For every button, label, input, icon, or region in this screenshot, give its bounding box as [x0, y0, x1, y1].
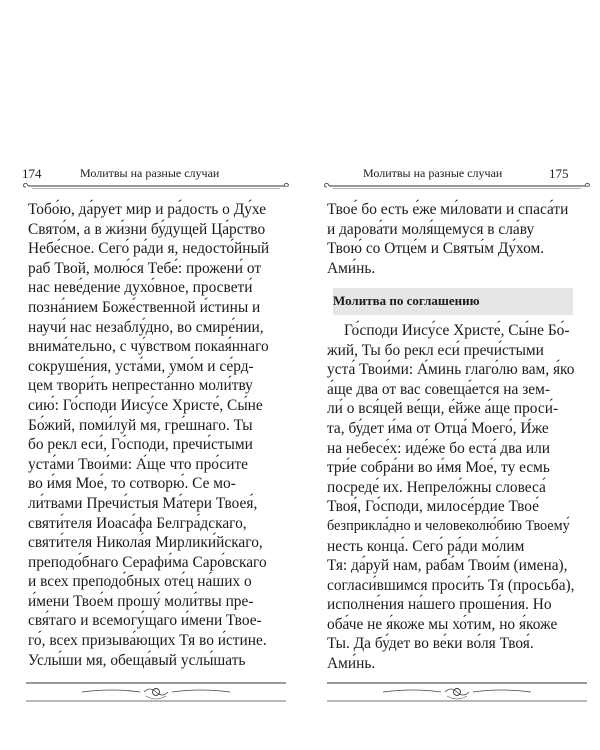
- text-line: свя́таго и всемогу́щаго и́мени Твое-: [28, 612, 262, 630]
- text-line: та, бу́дет и́ма от Отца́ Моего́, И́же: [327, 419, 549, 437]
- text-line: Тобо́ю, да́рует мир и ра́дость о Ду́хе: [28, 201, 267, 218]
- text-line: святи́теля Иоаса́фа Белгра́дскаго,: [28, 514, 247, 532]
- header-ornament: [323, 182, 591, 192]
- text-line: научи́ нас незаблу́дно, во смире́нии,: [28, 318, 264, 336]
- text-line: уста́ми Твои́ми: А́ще что про́сите: [28, 455, 249, 473]
- text-line: на небесе́х: иде́же бо еста́ два или: [327, 439, 551, 457]
- text-line: Ты. Да бу́дет во ве́ки во́ля Твоя́.: [327, 635, 534, 653]
- text-line: и́мени Твое́м прошу́ моли́твы пре-: [28, 592, 254, 610]
- text-line: Свято́м, а в жи́зни бу́дущей Ца́рство: [28, 220, 266, 238]
- text-line: Тя: да́руй нам, раба́м Твои́м (имена),: [327, 557, 568, 575]
- text-line: во и́мя Мое́, то сотворю́. Се мо-: [28, 475, 236, 493]
- right-page: [323, 160, 591, 673]
- text-line: Ами́нь.: [327, 259, 376, 277]
- text-line: ли́ о вся́цей ве́щи, е́йже а́ще проси́-: [327, 400, 559, 418]
- text-line: Бо́жий, поми́луй мя, гре́шнаго. Ты: [28, 416, 253, 434]
- left-page: [22, 160, 290, 669]
- text-line: Твое́ бо есть е́же ми́ловати и спаса́ти: [327, 201, 569, 218]
- text-line: и дарова́ти моля́щемуся в сла́ву: [327, 220, 535, 238]
- text-line: Твою́ со Отце́м и Святы́м Ду́хом.: [327, 240, 545, 258]
- text-line: Твоя́, Го́споди, милосе́рдие Твое́: [327, 498, 540, 516]
- text-line: сокруше́ния, уста́ми, умо́м и се́рд-: [28, 357, 254, 375]
- footer-ornament: [323, 680, 591, 704]
- text-line: а́ще два от вас совеща́ется на зем-: [327, 380, 550, 398]
- text-line: Ами́нь.: [327, 655, 376, 673]
- text-line: святи́теля Никола́я Мирлики́йскаго,: [28, 534, 263, 552]
- text-line: уста́ Твои́ми: А́минь глаго́лю вам, я́ко: [327, 361, 575, 379]
- footer-ornament: [22, 680, 290, 704]
- text-line: безприкла́дно и человеколю́бию Твоему́: [327, 517, 570, 534]
- text-line: посреде́ их. Непрело́жны словеса́: [327, 478, 546, 496]
- text-line: бо рекл еси́, Го́споди, пречи́стыми: [28, 436, 253, 454]
- text-line: жий, Ты бо рекл еси́ пречи́стыми: [327, 341, 544, 359]
- text-line: оба́че не я́коже мы хо́тим, но я́коже: [327, 615, 558, 633]
- text-line: преподо́бнаго Серафи́ма Саро́вскаго: [28, 553, 267, 571]
- text-line: ли́твами Пречи́стыя Ма́тери Твоея́,: [28, 494, 258, 512]
- text-line: сию́: Го́споди Иису́се Христе́, Сы́не: [28, 396, 263, 414]
- header-ornament: [22, 182, 290, 192]
- text-line: Го́споди Иису́се Христе́, Сы́не Бо́-: [343, 321, 570, 339]
- text-line: согласи́вшимся проси́ть Тя (просьба),: [327, 576, 575, 594]
- text-line: три́е собра́ни во и́мя Мое́, ту есмь: [327, 459, 550, 477]
- running-title: Молитвы на разные случаи: [363, 166, 503, 180]
- page-number: 175: [549, 166, 569, 181]
- text-line: Услы́ши мя, обеща́вый услы́шать: [28, 651, 246, 669]
- text-line: и всех преподо́бных оте́ц на́ших о: [28, 573, 252, 591]
- text-line: го́, всех призыва́ющих Тя во и́стине.: [28, 632, 267, 650]
- text-line: Небе́сное. Сего́ ра́ди я, недосто́йный: [28, 240, 270, 258]
- text-line: раб Твой, молю́ся Тебе́: прожени́ от: [28, 259, 262, 277]
- running-title: Молитвы на разные случаи: [80, 166, 220, 180]
- text-line: позна́нием Боже́ственной и́стины и: [28, 298, 261, 316]
- text-line: несть конца́. Сего́ ра́ди мо́лим: [327, 537, 525, 555]
- text-line: цем твори́ть непреста́нно моли́тву: [28, 377, 253, 395]
- left-page-body: [28, 200, 280, 670]
- page-number: 174: [22, 166, 42, 181]
- text-line: нас неве́дение духо́вное, просвети́: [28, 279, 253, 297]
- text-line: исполне́ния на́шего проше́ния. Но: [327, 596, 552, 614]
- text-line: внима́тельно, с чу́вством покая́ннаго: [28, 338, 269, 356]
- section-title: Молитва по соглашению: [333, 288, 573, 315]
- right-page-body: [327, 200, 579, 674]
